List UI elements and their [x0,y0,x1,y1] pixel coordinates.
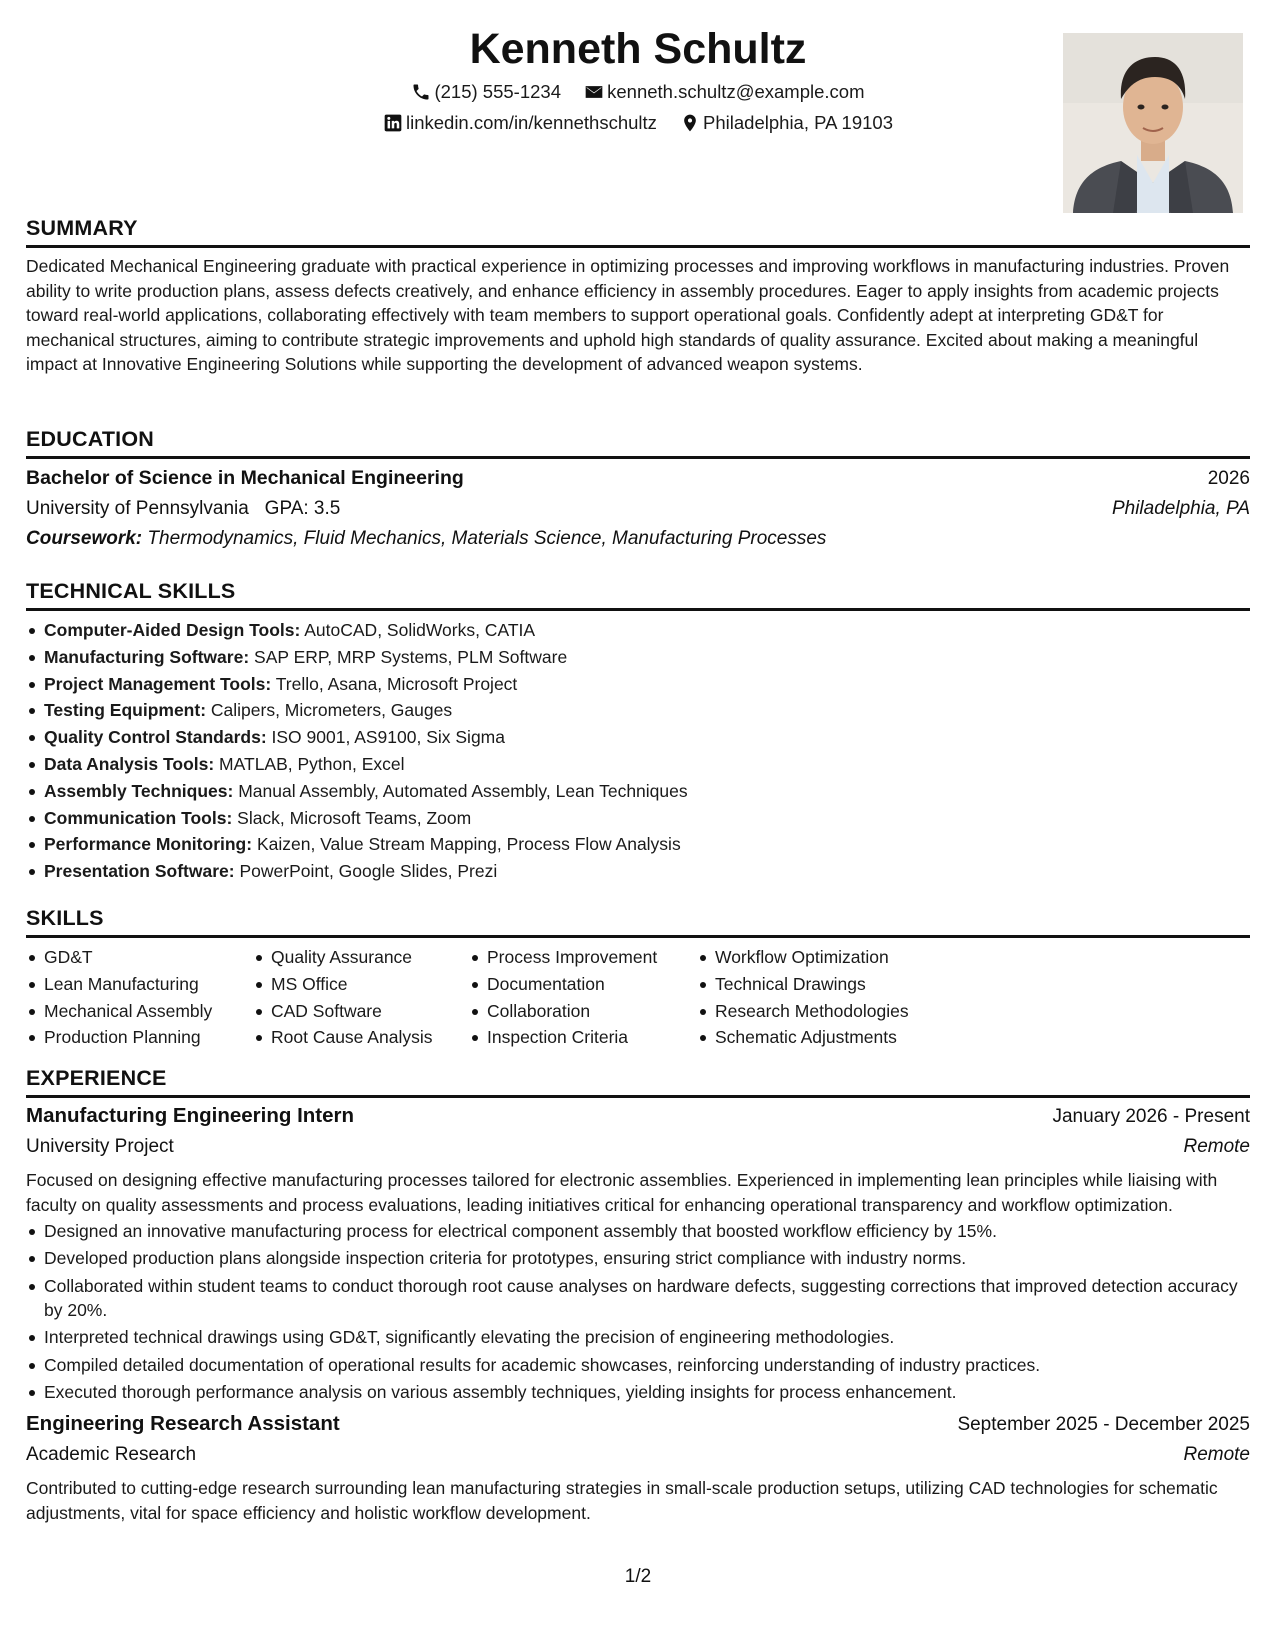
list-item: Data Analysis Tools: MATLAB, Python, Excel [44,751,1250,778]
list-item: Compiled detailed documentation of operational results for academic showcases, reinforcing understanding of industry practices. [44,1353,1250,1378]
list-item: Root Cause Analysis [271,1024,469,1051]
list-item: Assembly Techniques: Manual Assembly, Automated Assembly, Lean Techniques [44,778,1250,805]
job-organization: Academic Research [26,1444,197,1466]
education-degree-row [26,463,1250,494]
list-item: Designed an innovative manufacturing process for electrical component assembly that boosted workflow efficiency by 15%. [44,1219,1250,1244]
list-item: Production Planning [44,1024,253,1051]
skills-column-4 [697,944,955,1051]
map-pin-icon [680,113,700,133]
summary-text: Dedicated Mechanical Engineering graduate with practical experience in optimizing processes and improving workflows in manufacturing industries. Proven ability to write production plans, assess defects creatively, and enhance efficiency in assembly procedures. Eager to apply insights from academic projects toward real-world applications, collaborating effectively with team members to support operational goals. Confidently adept at interpreting GD&T for mechanical structures, aiming to contribute strategic improvements and uphold high standards of quality assurance. Excited about making a meaningful impact at Innovative Engineering Solutions while supporting the development of advanced weapon systems. [26,256,1230,374]
profile-photo [1063,33,1243,213]
job-organization: University Project [26,1136,174,1157]
list-item: Manufacturing Software: SAP ERP, MRP Systems, PLM Software [44,644,1250,671]
job-dates: September 2025 - December 2025 [957,1414,1250,1436]
education-heading: EDUCATION [26,425,1250,459]
job-org-row [26,1132,1250,1162]
location-text: Philadelphia, PA 19103 [703,112,893,133]
skills-grid [26,944,1250,1051]
job-org-row [26,1440,1250,1470]
job-title: Manufacturing Engineering Intern [26,1104,355,1127]
school-location: Philadelphia, PA [1111,498,1250,519]
job-location: Remote [1183,1136,1250,1157]
experience-heading: EXPERIENCE [26,1064,1250,1098]
list-item: Collaborated within student teams to conduct thorough root cause analyses on hardware defects, suggesting corrections that improved detection accuracy by 20%. [44,1274,1250,1323]
technical-skills-list [26,617,1250,885]
list-item: Project Management Tools: Trello, Asana, Microsoft Project [44,671,1250,698]
school-and-gpa: University of Pennsylvania GPA: 3.5 [26,498,341,519]
contact-location [680,110,893,136]
coursework [26,524,1250,554]
coursework-label: Coursework: [26,528,143,549]
list-item: Computer-Aided Design Tools: AutoCAD, SolidWorks, CATIA [44,617,1250,644]
list-item: Mechanical Assembly [44,998,253,1025]
job-dates: January 2026 - Present [1052,1106,1250,1127]
list-item: Testing Equipment: Calipers, Micrometers, Gauges [44,697,1250,724]
list-item: Workflow Optimization [715,944,955,971]
phone-icon [411,82,431,102]
job-description: Focused on designing effective manufacturing processes tailored for electronic assemblies. Experienced in implementing lean principles while liaising with faculty on quality assessments and process evaluations, leading initiatives critical for enhancing operational transparency and workflow optimization. [26,1170,1218,1215]
experience-entry [26,1100,1250,1404]
list-item: Presentation Software: PowerPoint, Google Slides, Prezi [44,858,1250,885]
linkedin-icon [383,113,403,133]
page-number: 1/2 [624,1566,652,1587]
summary-section [26,214,1250,377]
list-item: Inspection Criteria [487,1024,697,1051]
job-location: Remote [1183,1444,1250,1466]
contact-linkedin[interactable] [383,110,657,136]
list-item: Technical Drawings [715,971,955,998]
email-link[interactable]: kenneth.schultz@example.com [607,81,865,102]
skills-column-1 [26,944,253,1051]
phone-text: (215) 555-1234 [434,81,561,102]
skills-column-2 [253,944,469,1051]
envelope-icon [584,82,604,102]
linkedin-link[interactable]: linkedin.com/in/kennethschultz [405,112,657,133]
technical-skills-heading: TECHNICAL SKILLS [26,577,1250,611]
list-item: Documentation [487,971,697,998]
job-description: Contributed to cutting-edge research surrounding lean manufacturing strategies in small-scale production setups, utilizing CAD technologies for schematic adjustments, vital for space efficiency and holistic workflow development. [26,1478,1218,1523]
list-item: CAD Software [271,998,469,1025]
candidate-name: Kenneth Schultz [469,25,807,73]
job-bullets [26,1219,1250,1404]
job-header-row [26,1408,1250,1440]
summary-heading: SUMMARY [26,214,1250,248]
list-item: Collaboration [487,998,697,1025]
education-school-row [26,494,1250,524]
list-item: Lean Manufacturing [44,971,253,998]
skills-heading: SKILLS [26,904,1250,938]
list-item: Research Methodologies [715,998,955,1025]
skills-section [26,904,1250,1051]
coursework-list: Thermodynamics, Fluid Mechanics, Materials Science, Manufacturing Processes [142,528,827,549]
list-item: MS Office [271,971,469,998]
experience-section [26,1064,1250,1525]
degree-name: Bachelor of Science in Mechanical Engineering [26,467,464,489]
list-item: GD&T [44,944,253,971]
job-header-row [26,1100,1250,1132]
list-item: Schematic Adjustments [715,1024,955,1051]
list-item: Quality Control Standards: ISO 9001, AS9100, Six Sigma [44,724,1250,751]
graduation-year: 2026 [1207,468,1250,489]
resume-page [26,0,1250,1650]
list-item: Quality Assurance [271,944,469,971]
contact-phone [411,79,561,105]
technical-skills-section [26,577,1250,885]
list-item: Communication Tools: Slack, Microsoft Teams, Zoom [44,805,1250,832]
list-item: Performance Monitoring: Kaizen, Value Stream Mapping, Process Flow Analysis [44,831,1250,858]
list-item: Executed thorough performance analysis on various assembly techniques, yielding insights for process enhancement. [44,1380,1250,1405]
education-section [26,425,1250,554]
list-item: Process Improvement [487,944,697,971]
list-item: Developed production plans alongside inspection criteria for prototypes, ensuring strict compliance with industry norms. [44,1246,1250,1271]
skills-column-3 [469,944,697,1051]
list-item: Interpreted technical drawings using GD&T, significantly elevating the precision of engineering methodologies. [44,1325,1250,1350]
job-title: Engineering Research Assistant [26,1412,340,1436]
resume-header [26,22,1250,222]
contact-email[interactable] [584,79,864,105]
experience-entry [26,1408,1250,1525]
